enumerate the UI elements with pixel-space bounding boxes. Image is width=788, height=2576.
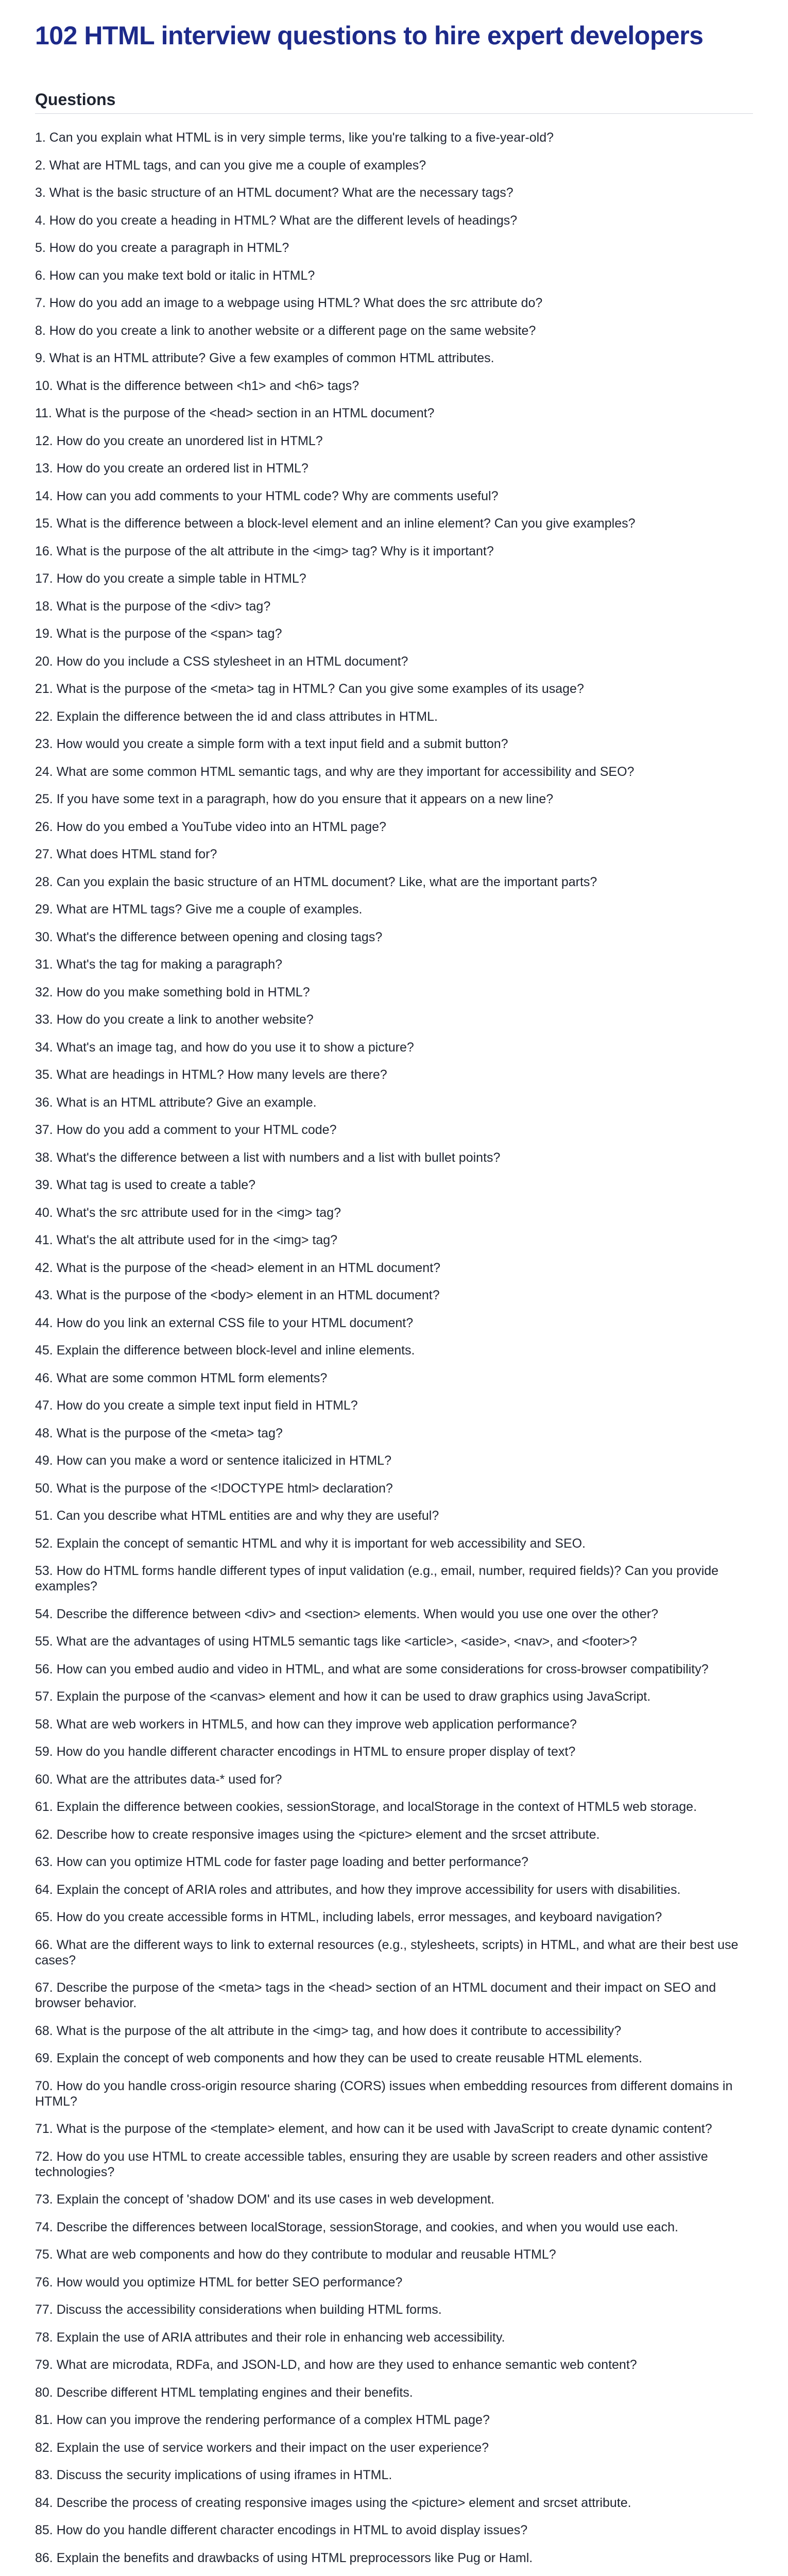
question-item: 13. How do you create an ordered list in HTML? [35,461,309,476]
question-item: 54. Describe the difference between <div> and <section> elements. When would you use one over the other? [35,1606,659,1621]
question-list [35,130,756,2576]
question-item: 27. What does HTML stand for? [35,847,217,861]
question-item: 49. How can you make a word or sentence italicized in HTML? [35,1453,391,1468]
question-item: 50. What is the purpose of the <!DOCTYPE html> declaration? [35,1481,393,1496]
question-item: 31. What's the tag for making a paragraph? [35,957,283,972]
question-item: 56. How can you embed audio and video in HTML, and what are some considerations for cross-browser compatibility? [35,1662,709,1676]
question-item: 7. How do you add an image to a webpage using HTML? What does the src attribute do? [35,296,543,310]
question-item: 61. Explain the difference between cookies, sessionStorage, and localStorage in the context of HTML5 web storage. [35,1800,697,1814]
question-item: 48. What is the purpose of the <meta> tag? [35,1426,283,1440]
question-item: 76. How would you optimize HTML for better SEO performance? [35,2275,403,2290]
question-item: 79. What are microdata, RDFa, and JSON-LD, and how are they used to enhance semantic web content? [35,2358,637,2372]
question-item: 72. How do you use HTML to create accessible tables, ensuring they are usable by screen readers and other assistive technologies? [35,2149,708,2179]
question-item: 24. What are some common HTML semantic tags, and why are they important for accessibility and SEO? [35,764,635,779]
question-item: 9. What is an HTML attribute? Give a few examples of common HTML attributes. [35,351,494,365]
question-item: 12. How do you create an unordered list in HTML? [35,433,323,448]
question-item: 52. Explain the concept of semantic HTML and why it is important for web accessibility and SEO. [35,1536,586,1551]
question-item: 33. How do you create a link to another website? [35,1012,314,1027]
question-item: 26. How do you embed a YouTube video into an HTML page? [35,819,386,834]
question-item: 32. How do you make something bold in HTML? [35,985,310,999]
question-item: 20. How do you include a CSS stylesheet in an HTML document? [35,654,408,669]
question-item: 19. What is the purpose of the <span> tag? [35,626,282,641]
question-item: 55. What are the advantages of using HTML5 semantic tags like <article>, <aside>, <nav>, and <footer>? [35,1634,637,1649]
question-item: 53. How do HTML forms handle different types of input validation (e.g., email, number, required fields)? Can you provide examples? [35,1564,719,1594]
question-item: 37. How do you add a comment to your HTML code? [35,1123,337,1137]
question-item: 15. What is the difference between a block-level element and an inline element? Can you give examples? [35,516,636,531]
question-item: 11. What is the purpose of the <head> section in an HTML document? [35,406,435,420]
question-item: 36. What is an HTML attribute? Give an example. [35,1095,317,1110]
question-item: 22. Explain the difference between the id and class attributes in HTML. [35,709,438,724]
question-item: 41. What's the alt attribute used for in the <img> tag? [35,1233,338,1247]
question-item: 58. What are web workers in HTML5, and how can they improve web application performance? [35,1717,577,1732]
question-item: 25. If you have some text in a paragraph, how do you ensure that it appears on a new line? [35,792,554,806]
question-item: 28. Can you explain the basic structure of an HTML document? Like, what are the important parts? [35,874,597,889]
page-title: 102 HTML interview questions to hire expert developers [35,21,704,50]
question-item: 62. Describe how to create responsive images using the <picture> element and the srcset attribute. [35,1827,600,1842]
section-heading-questions: Questions [35,90,116,109]
question-item: 60. What are the attributes data-* used for? [35,1772,282,1787]
question-item: 78. Explain the use of ARIA attributes and their role in enhancing web accessibility. [35,2330,505,2345]
question-item: 4. How do you create a heading in HTML? What are the different levels of headings? [35,213,518,228]
question-item: 17. How do you create a simple table in HTML? [35,571,306,586]
question-item: 69. Explain the concept of web components and how they can be used to create reusable HTML elements. [35,2051,642,2065]
question-item: 40. What's the src attribute used for in the <img> tag? [35,1205,341,1220]
question-item: 44. How do you link an external CSS file to your HTML document? [35,1315,414,1330]
question-item: 38. What's the difference between a list with numbers and a list with bullet points? [35,1150,501,1165]
question-item: 39. What tag is used to create a table? [35,1178,256,1192]
question-item: 5. How do you create a paragraph in HTML? [35,241,289,255]
question-item: 68. What is the purpose of the alt attribute in the <img> tag, and how does it contribute to accessibility? [35,2023,622,2038]
question-item: 73. Explain the concept of 'shadow DOM' and its use cases in web development. [35,2192,494,2207]
question-item: 34. What's an image tag, and how do you use it to show a picture? [35,1040,414,1055]
question-item: 85. How do you handle different character encodings in HTML to avoid display issues? [35,2523,528,2537]
question-item: 10. What is the difference between <h1> and <h6> tags? [35,378,359,393]
question-item: 86. Explain the benefits and drawbacks of using HTML preprocessors like Pug or Haml. [35,2550,533,2565]
question-item: 70. How do you handle cross-origin resource sharing (CORS) issues when embedding resources from different domains in HTML? [35,2078,733,2109]
question-item: 16. What is the purpose of the alt attribute in the <img> tag? Why is it important? [35,544,494,558]
question-item: 75. What are web components and how do they contribute to modular and reusable HTML? [35,2247,556,2262]
question-item: 3. What is the basic structure of an HTML document? What are the necessary tags? [35,185,513,200]
question-item: 42. What is the purpose of the <head> element in an HTML document? [35,1260,441,1275]
question-item: 43. What is the purpose of the <body> element in an HTML document? [35,1288,440,1302]
question-item: 66. What are the different ways to link to external resources (e.g., stylesheets, scripts) in HTML, and what are their best use cases? [35,1937,739,1968]
question-item: 80. Describe different HTML templating engines and their benefits. [35,2385,413,2400]
question-item: 14. How can you add comments to your HTML code? Why are comments useful? [35,488,499,503]
question-item: 82. Explain the use of service workers and their impact on the user experience? [35,2440,489,2455]
section-divider [35,113,753,114]
question-item: 8. How do you create a link to another website or a different page on the same website? [35,323,536,338]
question-item: 77. Discuss the accessibility considerations when building HTML forms. [35,2302,442,2317]
question-item: 35. What are headings in HTML? How many levels are there? [35,1067,387,1082]
question-item: 29. What are HTML tags? Give me a couple of examples. [35,902,363,917]
question-item: 47. How do you create a simple text input field in HTML? [35,1398,358,1413]
question-item: 81. How can you improve the rendering performance of a complex HTML page? [35,2413,490,2427]
question-item: 45. Explain the difference between block-level and inline elements. [35,1343,415,1358]
question-item: 63. How can you optimize HTML code for faster page loading and better performance? [35,1855,528,1869]
question-item: 46. What are some common HTML form elements? [35,1370,328,1385]
question-item: 18. What is the purpose of the <div> tag? [35,599,271,614]
question-item: 2. What are HTML tags, and can you give me a couple of examples? [35,158,426,173]
question-item: 23. How would you create a simple form with a text input field and a submit button? [35,737,508,751]
question-item: 59. How do you handle different character encodings in HTML to ensure proper display of text? [35,1744,576,1759]
question-item: 30. What's the difference between opening and closing tags? [35,929,383,944]
question-item: 74. Describe the differences between localStorage, sessionStorage, and cookies, and when you would use each. [35,2219,678,2234]
question-item: 83. Discuss the security implications of using iframes in HTML. [35,2468,392,2482]
question-item: 21. What is the purpose of the <meta> tag in HTML? Can you give some examples of its usage? [35,682,584,696]
question-item: 65. How do you create accessible forms in HTML, including labels, error messages, and keyboard navigation? [35,1910,662,1924]
question-item: 6. How can you make text bold or italic in HTML? [35,268,315,283]
question-item: 71. What is the purpose of the <template> element, and how can it be used with JavaScript to create dynamic content? [35,2122,712,2136]
question-item: 84. Describe the process of creating responsive images using the <picture> element and srcset attribute. [35,2495,631,2510]
question-item: 67. Describe the purpose of the <meta> tags in the <head> section of an HTML document and their impact on SEO and browser behavior. [35,1980,716,2010]
question-item: 1. Can you explain what HTML is in very simple terms, like you're talking to a five-year-old? [35,130,554,145]
question-item: 51. Can you describe what HTML entities are and why they are useful? [35,1509,439,1523]
question-item: 64. Explain the concept of ARIA roles and attributes, and how they improve accessibility for users with disabilities. [35,1882,681,1897]
question-item: 57. Explain the purpose of the <canvas> element and how it can be used to draw graphics using JavaScript. [35,1689,651,1704]
